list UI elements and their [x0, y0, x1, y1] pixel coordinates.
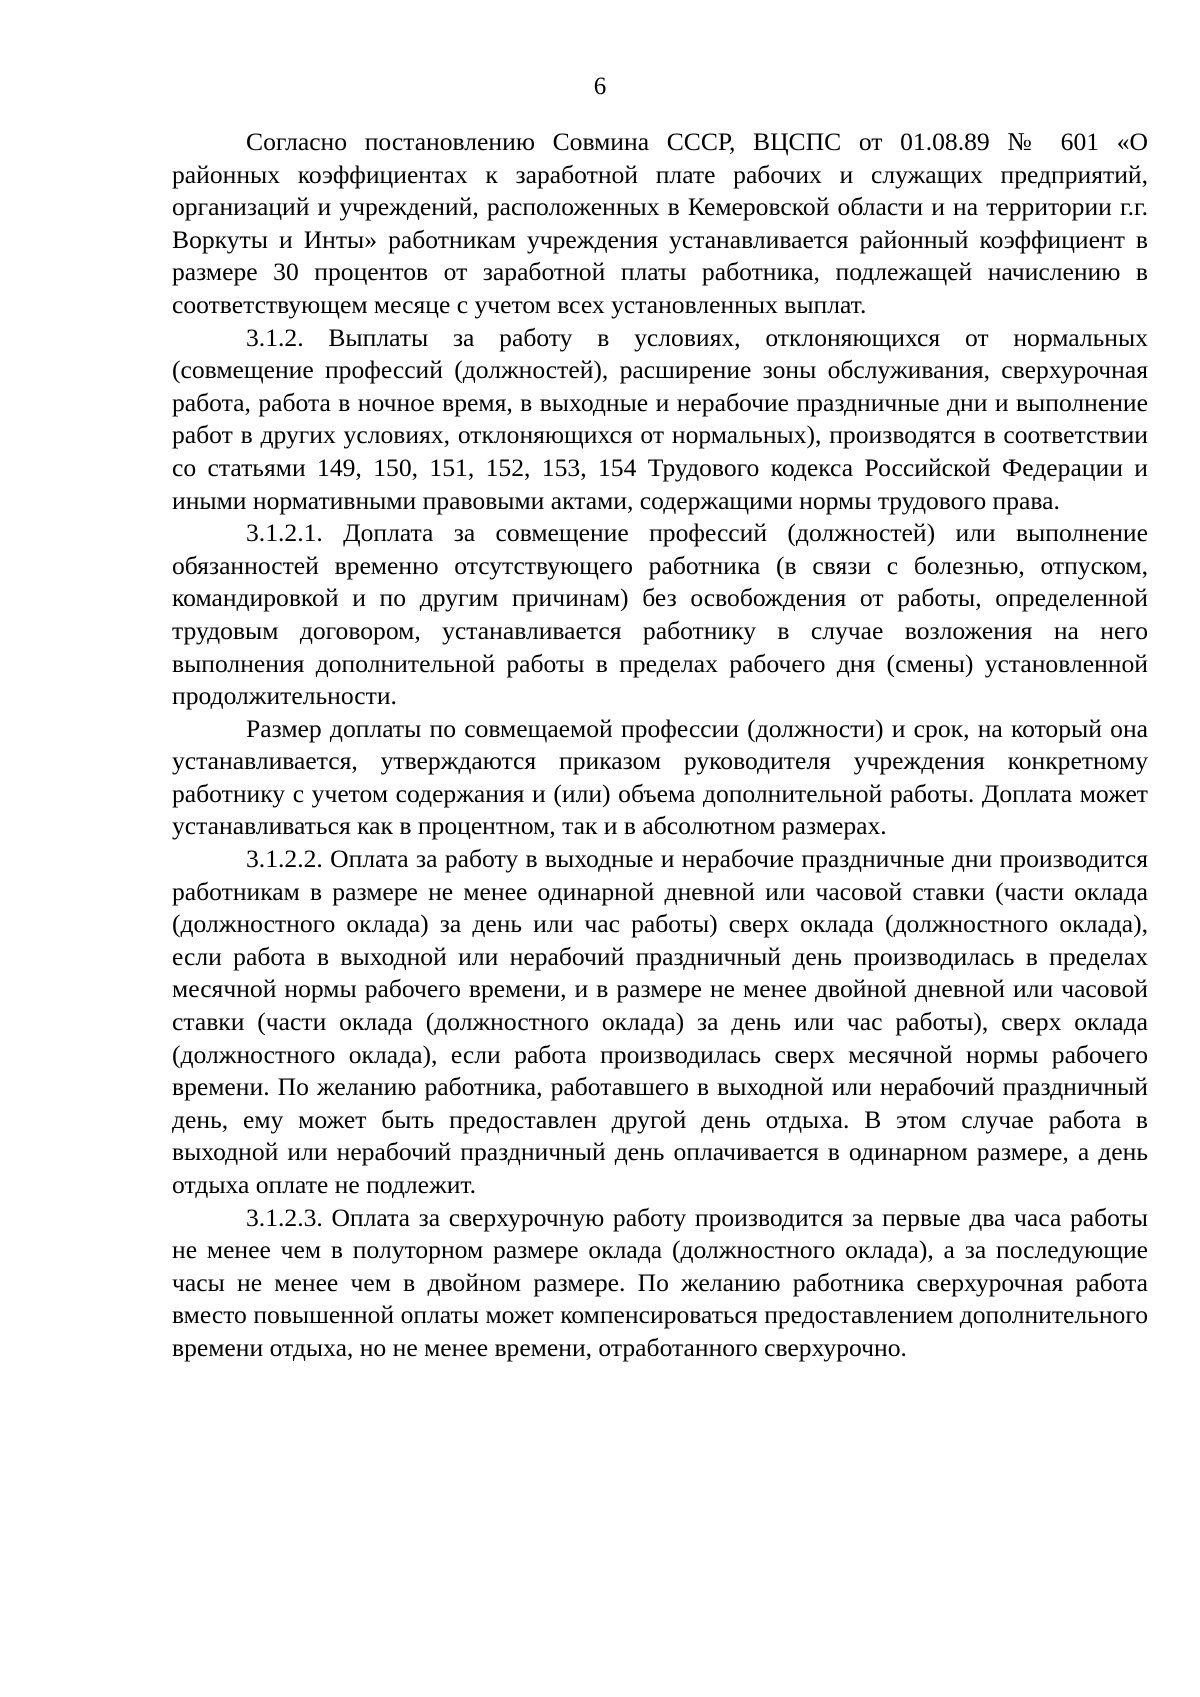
document-body — [172, 126, 1148, 1365]
paragraph-3-1-2: 3.1.2. Выплаты за работу в условиях, отклоняющихся от нормальных (совмещение профессий (должностей), расширение зоны обслуживания, сверхурочная работа, работа в ночное время, в выходные и нерабочие праздничные дни и выполнение работ в других условиях, отклоняющихся от нормальных), производятся в соответствии со статьями 149, 150, 151, 152, 153, 154 Трудового кодекса Российской Федерации и иными нормативными правовыми актами, содержащими нормы трудового права. — [172, 322, 1148, 515]
paragraph-regional-coefficient: Согласно постановлению Совмина СССР, ВЦСПС от 01.08.89 № 601 «О районных коэффициентах к заработной плате рабочих и служащих предприятий, организаций и учреждений, расположенных в Кемеровской области и на территории г.г. Воркуты и Инты» работникам учреждения устанавливается районный коэффициент в размере 30 процентов от заработной платы работника, подлежащей начислению в соответствующем месяце с учетом всех установленных выплат. — [172, 127, 1148, 319]
paragraph-3-1-2-2: 3.1.2.2. Оплата за работу в выходные и нерабочие праздничные дни производится работникам в размере не менее одинарной дневной или часовой ставки (части оклада (должностного оклада) за день или час работы) сверх оклада (должностного оклада), если работа в выходной или нерабочий праздничный день производилась в пределах месячной нормы рабочего времени, и в размере не менее двойной дневной или часовой ставки (части оклада (должностного оклада) за день или час работы), сверх оклада (должностного оклада), если работа производилась сверх месячной нормы рабочего времени. По желанию работника, работавшего в выходной или нерабочий праздничный день, ему может быть предоставлен другой день отдыха. В этом случае работа в выходной или нерабочий праздничный день оплачивается в одинарном размере, а день отдыха оплате не подлежит. — [172, 844, 1148, 1199]
paragraph-3-1-2-3: 3.1.2.3. Оплата за сверхурочную работу производится за первые два часа работы не менее чем в полуторном размере оклада (должностного оклада), а за последующие часы не менее чем в двойном размере. По желанию работника сверхурочная работа вместо повышенной оплаты может компенсироваться предоставлением дополнительного времени отдыха, но не менее времени, отработанного сверхурочно. — [172, 1202, 1148, 1362]
paragraph-additional-payment-size: Размер доплаты по совмещаемой профессии (должности) и срок, на который она устанавливается, утверждаются приказом руководителя учреждения конкретному работнику с учетом содержания и (или) объема дополнительной работы. Доплата может устанавливаться как в процентном, так и в абсолютном размерах. — [172, 713, 1148, 841]
paragraph-3-1-2-1: 3.1.2.1. Доплата за совмещение профессий (должностей) или выполнение обязанностей временно отсутствующего работника (в связи с болезнью, отпуском, командировкой и по другим причинам) без освобождения от работы, определенной трудовым договором, устанавливается работнику в случае возложения на него выполнения дополнительной работы в пределах рабочего дня (смены) установленной продолжительности. — [172, 518, 1148, 711]
page-number: 6 — [593, 73, 607, 100]
